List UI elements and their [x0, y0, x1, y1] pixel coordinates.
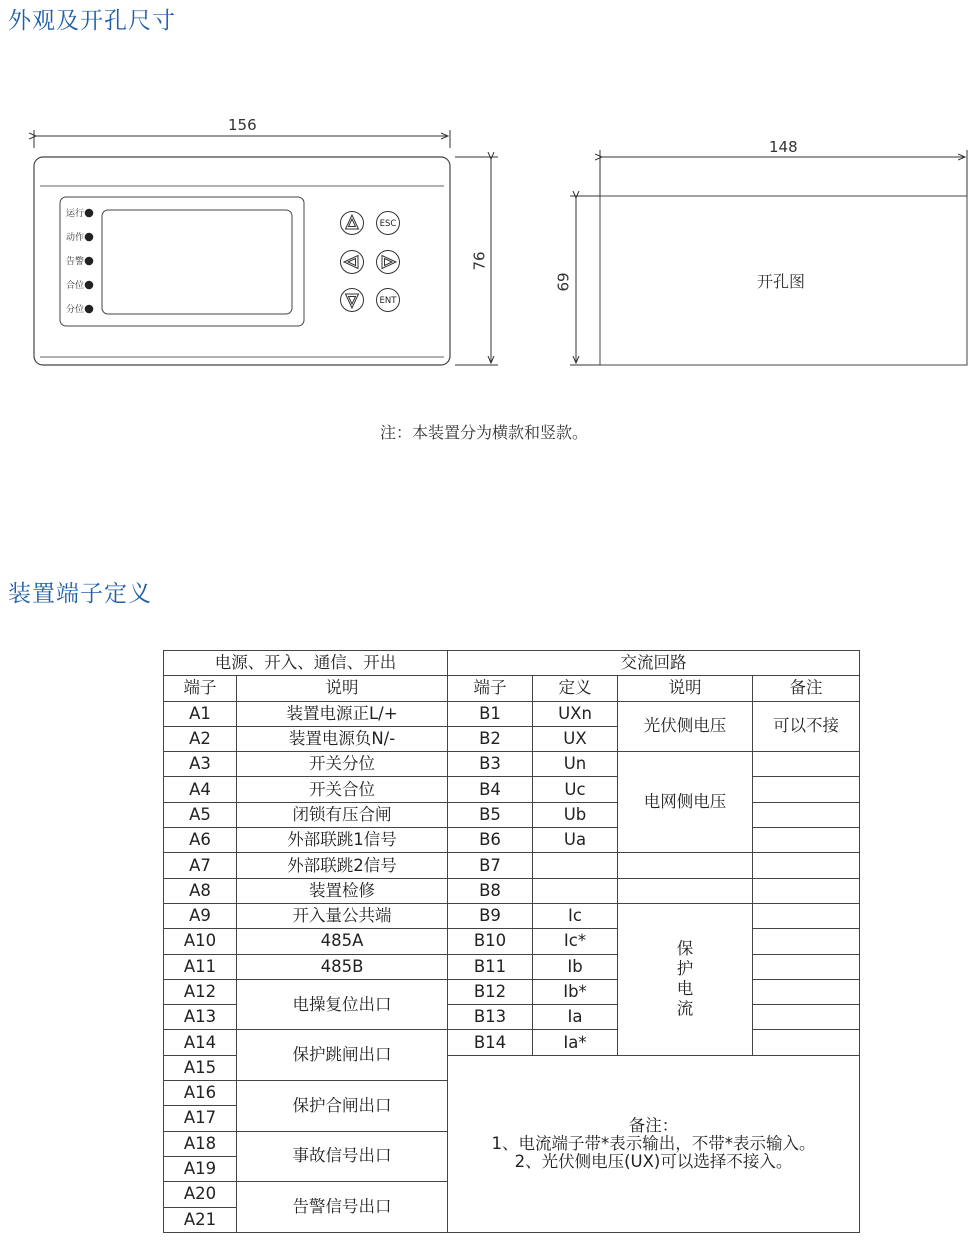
b-definition: UXn — [533, 701, 618, 726]
table-row — [164, 979, 860, 1004]
b-remark — [753, 802, 860, 827]
a-terminal: A7 — [164, 853, 237, 878]
a-description: 外部联跳1信号 — [237, 828, 448, 853]
group-header-right: 交流回路 — [448, 651, 860, 676]
table-row — [164, 903, 860, 928]
b-definition: Ub — [533, 802, 618, 827]
b-definition: Ia* — [533, 1030, 618, 1055]
svg-text:告警: 告警 — [66, 257, 85, 267]
b-terminal: B9 — [448, 903, 533, 928]
b-remark — [753, 777, 860, 802]
b-terminal: B7 — [448, 853, 533, 878]
col-header: 备注 — [753, 676, 860, 701]
b-remark — [753, 1030, 860, 1055]
b-definition: Ic* — [533, 929, 618, 954]
a-description: 开入量公共端 — [237, 903, 448, 928]
appearance-title: 外观及开孔尺寸 — [8, 8, 176, 34]
col-header: 定义 — [533, 676, 618, 701]
remark-line: 2、光伏侧电压(UX)可以选择不接入。 — [514, 1151, 793, 1171]
a-description: 告警信号出口 — [237, 1182, 448, 1233]
a-terminal: A12 — [164, 979, 237, 1004]
b-remark — [753, 853, 860, 878]
b-terminal: B3 — [448, 752, 533, 777]
group-header-left: 电源、开入、通信、开出 — [164, 651, 448, 676]
col-header: 端子 — [448, 676, 533, 701]
table-row — [164, 828, 860, 853]
a-description: 保护合闸出口 — [237, 1081, 448, 1132]
col-header: 说明 — [618, 676, 753, 701]
b-description — [618, 878, 753, 903]
svg-text:ESC: ESC — [379, 219, 397, 229]
b-terminal: B4 — [448, 777, 533, 802]
remark-line: 1、电流端子带*表示输出，不带*表示输入。 — [491, 1133, 816, 1153]
svg-text:ENT: ENT — [379, 296, 397, 306]
a-terminal: A9 — [164, 903, 237, 928]
b-remark — [753, 929, 860, 954]
cutout-height-dimension: 69 — [554, 272, 573, 292]
col-header: 端子 — [164, 676, 237, 701]
a-description: 485B — [237, 954, 448, 979]
a-description: 485A — [237, 929, 448, 954]
a-terminal: A18 — [164, 1131, 237, 1156]
a-terminal: A2 — [164, 726, 237, 751]
b-terminal: B13 — [448, 1005, 533, 1030]
b-terminal: B8 — [448, 878, 533, 903]
b-remark — [753, 954, 860, 979]
table-row — [164, 701, 860, 726]
b-terminal: B12 — [448, 979, 533, 1004]
a-terminal: A3 — [164, 752, 237, 777]
a-terminal: A20 — [164, 1182, 237, 1207]
table-row — [164, 1030, 860, 1055]
table-row — [164, 929, 860, 954]
b-remark — [753, 979, 860, 1004]
a-terminal: A21 — [164, 1207, 237, 1232]
a-terminal: A14 — [164, 1030, 237, 1055]
b-description — [618, 853, 753, 878]
col-header: 说明 — [237, 676, 448, 701]
b-terminal: B1 — [448, 701, 533, 726]
height-dimension: 76 — [470, 251, 489, 271]
b-definition: Ia — [533, 1005, 618, 1030]
mounting-note: 注：本装置分为横款和竖款。 — [380, 423, 589, 442]
a-terminal: A6 — [164, 828, 237, 853]
a-terminal: A15 — [164, 1055, 237, 1080]
width-dimension: 156 — [228, 116, 257, 134]
b-terminal: B14 — [448, 1030, 533, 1055]
b-description: 保 护 电 流 — [618, 903, 753, 1055]
a-description: 开关分位 — [237, 752, 448, 777]
a-description: 外部联跳2信号 — [237, 853, 448, 878]
remarks-title: 备注： — [628, 1115, 679, 1135]
b-terminal: B5 — [448, 802, 533, 827]
b-definition: Un — [533, 752, 618, 777]
table-row — [164, 802, 860, 827]
a-description: 装置电源正L/+ — [237, 701, 448, 726]
b-definition: Ib* — [533, 979, 618, 1004]
b-remark — [753, 1005, 860, 1030]
svg-text:分位: 分位 — [66, 305, 85, 315]
svg-text:合位: 合位 — [66, 281, 85, 291]
a-description: 电操复位出口 — [237, 979, 448, 1030]
b-remark: 可以不接 — [753, 701, 860, 752]
a-terminal: A16 — [164, 1081, 237, 1106]
remarks-box — [448, 1055, 860, 1232]
a-terminal: A17 — [164, 1106, 237, 1131]
svg-text:动作: 动作 — [66, 233, 85, 243]
a-description: 事故信号出口 — [237, 1131, 448, 1182]
a-terminal: A10 — [164, 929, 237, 954]
table-row — [164, 752, 860, 777]
b-remark — [753, 878, 860, 903]
b-description: 光伏侧电压 — [618, 701, 753, 752]
b-definition: UX — [533, 726, 618, 751]
cutout-label: 开孔图 — [757, 272, 806, 291]
b-terminal: B2 — [448, 726, 533, 751]
a-description: 保护跳闸出口 — [237, 1030, 448, 1081]
a-description: 闭锁有压合闸 — [237, 802, 448, 827]
a-terminal: A4 — [164, 777, 237, 802]
cutout-width-dimension: 148 — [769, 138, 798, 156]
a-terminal: A5 — [164, 802, 237, 827]
a-terminal: A8 — [164, 878, 237, 903]
a-description: 装置检修 — [237, 878, 448, 903]
b-remark — [753, 903, 860, 928]
a-terminal: A19 — [164, 1156, 237, 1181]
table-row — [164, 878, 860, 903]
svg-text:运行: 运行 — [66, 209, 85, 219]
b-definition: Uc — [533, 777, 618, 802]
table-row — [164, 777, 860, 802]
b-terminal: B11 — [448, 954, 533, 979]
b-definition — [533, 853, 618, 878]
table-row — [164, 954, 860, 979]
table-row — [164, 853, 860, 878]
b-definition: Ic — [533, 903, 618, 928]
b-terminal: B10 — [448, 929, 533, 954]
b-description: 电网侧电压 — [618, 752, 753, 853]
terminal-table — [163, 650, 860, 1233]
b-terminal: B6 — [448, 828, 533, 853]
screen — [102, 210, 292, 314]
a-terminal: A13 — [164, 1005, 237, 1030]
b-definition: Ua — [533, 828, 618, 853]
a-terminal: A11 — [164, 954, 237, 979]
b-definition: Ib — [533, 954, 618, 979]
a-description: 装置电源负N/- — [237, 726, 448, 751]
a-terminal: A1 — [164, 701, 237, 726]
terminal-title: 装置端子定义 — [8, 581, 152, 607]
b-remark — [753, 828, 860, 853]
a-description: 开关合位 — [237, 777, 448, 802]
b-definition — [533, 878, 618, 903]
dimension-drawing — [0, 0, 976, 420]
b-remark — [753, 752, 860, 777]
